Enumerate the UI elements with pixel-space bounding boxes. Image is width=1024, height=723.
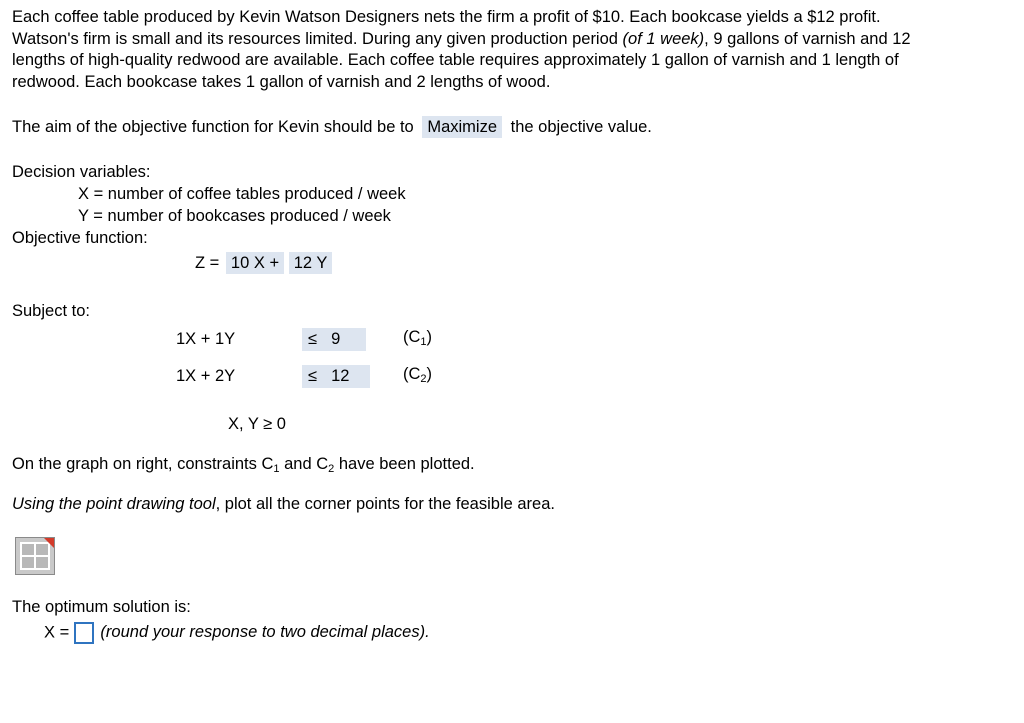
point-drawing-tool-icon[interactable] <box>15 537 55 575</box>
constraint-2-sign: ≤ <box>308 367 318 385</box>
constraint-1-rhs: 9 <box>331 330 341 348</box>
constraint-1-sign: ≤ <box>308 330 318 348</box>
objective-heading: Objective function: <box>12 229 148 247</box>
constraint-2-rhs: 12 <box>331 367 350 385</box>
optimum-x-label: X = <box>44 623 70 642</box>
graph-note <box>12 455 475 474</box>
problem-line-2-end: , 9 gallons of varnish and 12 <box>704 29 911 48</box>
problem-line-1: Each coffee table produced by Kevin Watson Designers nets the firm a profit of $10. Each bookcase yields a $12 profit. <box>12 8 881 26</box>
optimum-x-row <box>44 622 430 644</box>
nonnegativity-constraint: X, Y ≥ 0 <box>228 415 286 433</box>
y-definition: Y = number of bookcases produced / week <box>78 207 391 225</box>
graph-note-b: and C <box>279 455 329 473</box>
coef-x-value: 10 <box>230 254 250 272</box>
aim-text-after: the objective value. <box>510 118 652 136</box>
subject-to-heading: Subject to: <box>12 302 90 320</box>
c2-letter: (C <box>403 365 421 383</box>
problem-line-4: redwood. Each bookcase takes 1 gallon of varnish and 2 lengths of wood. <box>12 72 551 91</box>
graph-note-a: On the graph on right, constraints C <box>12 455 274 473</box>
z-label: Z = <box>195 254 220 272</box>
instruction <box>12 495 555 514</box>
constraint-2-expr: 1X + 2Y <box>176 367 236 385</box>
aim-dropdown[interactable]: Maximize <box>422 116 502 138</box>
production-period: (of 1 week) <box>622 29 705 48</box>
var-x-label: X + <box>253 254 280 272</box>
instruction-rest: , plot all the corner points for the feasible area. <box>215 495 555 513</box>
optimum-x-input[interactable] <box>74 622 94 644</box>
objective-coef-x[interactable] <box>226 252 284 274</box>
decision-variables-heading: Decision variables: <box>12 163 151 181</box>
graph-note-sub2: 2 <box>328 463 335 475</box>
var-y-label: Y <box>316 254 328 272</box>
aim-text-before: The aim of the objective function for Kevin should be to <box>12 118 414 136</box>
optimum-heading: The optimum solution is: <box>12 598 191 616</box>
problem-line-2 <box>12 29 1012 51</box>
constraint-2-label <box>403 365 432 384</box>
constraint-2-sign-rhs[interactable] <box>302 365 370 388</box>
constraint-1-sign-rhs[interactable] <box>302 328 366 351</box>
c1-letter: (C <box>403 328 421 346</box>
objective-equation <box>195 254 332 273</box>
problem-line-2-start: Watson's firm is small and its resources limited. During any given production period <box>12 29 623 48</box>
corner-marker-icon <box>44 538 54 548</box>
constraint-1-expr: 1X + 1Y <box>176 330 236 348</box>
x-definition: X = number of coffee tables produced / week <box>78 185 406 203</box>
c1-subscript: 1 <box>420 336 427 348</box>
constraint-1-label <box>403 328 432 347</box>
problem-line-3: lengths of high-quality redwood are available. Each coffee table requires approximately 1 gallon of varnish and 1 length of <box>12 51 899 69</box>
rounding-hint: (round your response to two decimal places). <box>100 623 430 642</box>
aim-sentence <box>12 118 652 137</box>
c2-close: ) <box>426 365 433 383</box>
instruction-tool-name: Using the point drawing tool <box>12 495 216 513</box>
graph-note-c: have been plotted. <box>334 455 475 473</box>
coef-y-value: 12 <box>293 254 313 272</box>
c1-close: ) <box>426 328 433 346</box>
problem-statement <box>12 7 1012 93</box>
graph-note-sub1: 1 <box>273 463 280 475</box>
c2-subscript: 2 <box>420 373 427 385</box>
objective-coef-y[interactable] <box>289 252 333 274</box>
